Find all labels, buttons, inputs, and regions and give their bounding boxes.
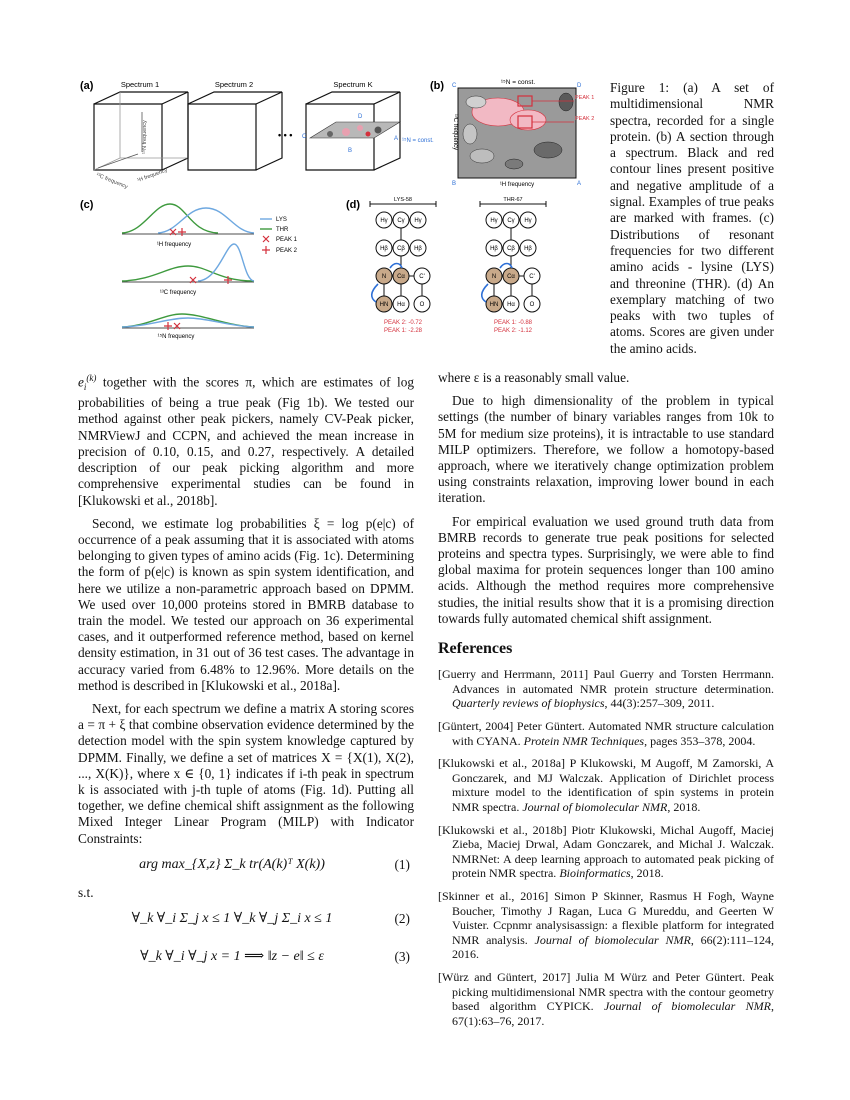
atom-o: O [419,302,425,308]
panel-d-label: (d) [346,199,361,211]
equation-2-body: ∀_k ∀_i Σ_j x ≤ 1 ∀_k ∀_j Σ_i x ≤ 1 [131,910,333,926]
atom-n: N [381,274,387,280]
corner-a: A [394,136,399,142]
plane-label: ¹⁵N = const. [402,138,434,144]
atom-hb: Hβ [380,246,388,252]
paragraph-peak-picking-text: together with the scores π, which are estimates of log probabilities of being a true peak (Fig 1b). We tested our method against other peak pickers, namely CV-Peak picker, NMRViewJ and CCPN, and achieved the mean increase in precision of 0.10, 0.15, and 0.27, respectively. A detailed description of our peak picking algorithm and more comprehensive experimental studies can be found in [Klukowski et al., 2018b]. [78,374,414,508]
reference-item: [Würz and Güntert, 2017] Julia M Würz and Peter Güntert. Peak picking multidimensional NMR spectra with the contour geometry based algorithm CYPICK. Journal of biomolecular NMR, 67(1):63–76, 2017. [438,969,775,1028]
lys-score-2: PEAK 1: -2.28 [383,328,423,334]
atom-ca: Cα [507,274,515,280]
references-heading: References [438,640,513,658]
atom-hg: Hγ [380,218,388,224]
c-xlabel-c: ¹³C frequency [159,290,197,296]
thr-arrow-2 [500,264,512,269]
equation-1 [78,847,414,885]
atom-c: C' [529,274,535,280]
legend-peak-2: PEAK 2 [276,248,298,254]
thr-atoms [486,212,540,312]
atom-o: O [529,302,535,308]
equation-3 [78,939,414,977]
corner-b: B [348,148,353,154]
thr-score-2: PEAK 2: -1.12 [493,328,533,334]
lys-score-1: PEAK 2: -0.72 [383,320,423,326]
atom-n: N [491,274,497,280]
b-corner-c: C [452,83,457,89]
atom-hn: HN [379,302,389,308]
atom-c: C' [419,274,425,280]
lys-atoms [376,212,430,312]
atom-ca: Cα [397,274,405,280]
atom-cg: Cγ [507,218,515,224]
c-legend [260,217,298,254]
distribution-c [122,244,254,282]
panel-b-title: ¹⁵N = const. [500,79,536,86]
spectrum-2-title: Spectrum 2 [214,80,254,89]
spectrum-k-slice [310,122,400,138]
spectra-ellipsis: • • • [278,130,293,140]
corner-c: C [302,134,307,140]
atom-hb2: Hβ [524,246,532,252]
equation-2 [78,901,414,939]
paragraph-milp: Next, for each spectrum we define a matrix A storing scores a = π + ξ that combine observation evidence determined by the detection model with the spin system knowledge captured by DPMM. Finally, we define a set of matrices X = {X(1), X(2), ..., X(K)}, where x ∈ {0, 1} indicates if i-th peak in spectrum k is associated with j-th tuple of atoms (Fig. 1d). Putting all together, we define chemical shift assignment as the following Mixed Integer Linear Program (MILP) with Indicator Constraints: [78,700,414,846]
legend-peak-1: PEAK 1 [276,237,298,243]
b-ylabel: ¹³C frequency [452,113,458,151]
cube-spectrum-1 [94,92,188,170]
atom-ha: Hα [507,302,515,308]
lys-arrow-2 [390,264,402,269]
equation-1-body: arg max_{X,z} Σ_k tr(A(k)ᵀ X(k)) [139,856,325,872]
peak-2-tag: PEAK 2 [575,116,595,122]
figure-caption: Figure 1: (a) A set of multidimensional NMR spectra, recorded for a single protein. (b) A section through a spectrum. Black and red contour lines present positive and negative amplitude of a signal. Examples of true peaks are marked with frames. (c) Distributions of resonant frequencies for two different amino acids - lysine (LYS) and threonine (THR). (d) An exemplary matching of two peaks with two tuples of atoms. Scores are given under the amino acids. [610,80,774,356]
atom-ha: Hα [397,302,405,308]
c-xlabel-n: ¹⁵N frequency [157,334,195,340]
paragraph-peak-picking: $e_i^{(k)}$ together with the scores π, which are estimates of log probabilities of being a true peak (Fig 1b). We tested our method against other peak pickers, namely CV-Peak picker, NMRViewJ and CCPN, and achieved the mean increase in precision of 0.10, 0.15, and 0.27, respectively. A detailed description of our peak picking algorithm and more comprehensive experimental studies can be found in [Klukowski et al., 2018b]. [78,373,414,508]
references-list [438,667,774,1028]
peak-1-tag: PEAK 1 [575,95,595,101]
atom-hb2: Hβ [414,246,422,252]
panel-a-label: (a) [80,80,94,92]
axis-c-label: ¹³C frequency [95,172,129,191]
legend-lys: LYS [276,217,287,223]
atom-cb: Cβ [507,246,515,252]
distribution-n [122,314,254,328]
panel-b-label: (b) [430,80,445,92]
axis-h-label: ¹H frequency [136,167,169,184]
subject-to-label: s.t. [78,884,94,900]
figure-svg [78,72,602,362]
reference-item: [Skinner et al., 2016] Simon P Skinner, Rasmus H Fogh, Wayne Boucher, Timothy J Ragan, Luca G Mureddu, and Geerten W Vuister. Ccpnmr analysisassign: a flexible platform for integrated NMR analysis. Journal of biomolecular NMR, 66(2):111–124, 2016. [438,888,775,962]
reference-item: [Guerry and Herrmann, 2011] Paul Guerry and Torsten Herrmann. Advances in automated NMR protein structure determination. Quarterly reviews of biophysics, 44(3):257–309, 2011. [438,667,774,711]
b-corner-b: B [452,181,457,187]
atom-cb: Cβ [397,246,405,252]
c-xlabel-h: ¹H frequency [156,242,192,248]
axis-n-label: ¹⁵N frequency [142,120,148,154]
paragraph-dimensionality: Due to high dimensionality of the problem in typical settings (the number of binary variables ranges from 10k to 5M for medium size proteins), it is intractable to use standard MILP optimizers. Therefore, we follow a homotopy-based approach, where we iteratively change optimization problem using constraints relaxation, improving lower bound in each iteration. [438,393,774,506]
cube-spectrum-2 [188,92,282,170]
atom-hg2: Hγ [524,218,532,224]
atom-hn: HN [489,302,499,308]
reference-item: [Güntert, 2004] Peter Güntert. Automated NMR structure calculation with CYANA. Protein NMR Techniques, pages 353–378, 2004. [438,719,775,748]
equation-3-number: (3) [394,948,410,964]
residue-lys-title: LYS-58 [394,197,412,203]
equation-3-body: ∀_k ∀_i ∀_j x = 1 ⟹ ‖z − e‖ ≤ ε [140,948,324,964]
reference-item: [Klukowski et al., 2018a] P Klukowski, M Augoff, M Zamorski, A Gonczarek, and MJ Walczak. Application of Dirichlet process mixture model to the identification of spin systems in protein NMR spectra. Journal of biomolecular NMR, 2018. [438,756,775,814]
distribution-h [122,204,254,234]
reference-item: [Klukowski et al., 2018b] Piotr Klukowski, Michal Augoff, Maciej Zieba, Maciej Drwal, Adam Gonczarek, and Michal J. Walczak. NMRNet: A deep learning approach to automated peak picking of protein NMR spectra. Bioinformatics, 2018. [438,822,775,881]
left-column [78,370,414,977]
atom-hb: Hβ [490,246,498,252]
b-corner-d: D [577,83,582,89]
spectrum-k-title: Spectrum K [333,80,373,89]
corner-d: D [358,114,363,120]
b-xlabel: ¹H frequency [499,182,535,188]
right-column [438,370,774,1036]
paragraph-evaluation: For empirical evaluation we used ground truth data from BMRB records to generate true peak positions for selected proteins and spectra types. Surprisingly, we were able to find global maxima for protein sequences longer than 100 amino acids. Although the method requires more comprehensive studies, the initial results show that it is a promising direction towards fully automated chemical shift assignment. [438,513,774,626]
equation-2-number: (2) [394,910,410,926]
equation-1-number: (1) [394,856,410,872]
legend-thr: THR [276,227,289,233]
spectrum-1-title: Spectrum 1 [120,80,160,89]
b-corner-a: A [577,181,582,187]
residue-thr-title: THR-67 [503,197,523,203]
paragraph-log-probabilities: Second, we estimate log probabilities ξ = log p(e|c) of occurrence of a peak assuming that it is associated with atoms belonging to given types of amino acids (Fig. 1c). Determining the form of p(e|c) is known as spin system identification, and here we utilize a non-parametric approach based on DPMM. We used over 10,000 proteins stored in BMRB database to train the model. We tested our approach on 36 experimental cases, and it outperformed reference method, based on kernel density estimation, in 31 out of 36 test cases. The advantage in accuracy varied from 6.48% to 12.96%. More details on the method is described in [Klukowski et al., 2018a]. [78,515,414,693]
atom-cg: Cγ [397,218,405,224]
figure-1 [78,72,602,362]
thr-score-1: PEAK 1: -0.88 [493,320,533,326]
atom-hg2: Hγ [414,218,422,224]
paragraph-epsilon: where ε is a reasonably small value. [438,370,630,385]
atom-hg: Hγ [490,218,498,224]
panel-c-label: (c) [80,199,94,211]
